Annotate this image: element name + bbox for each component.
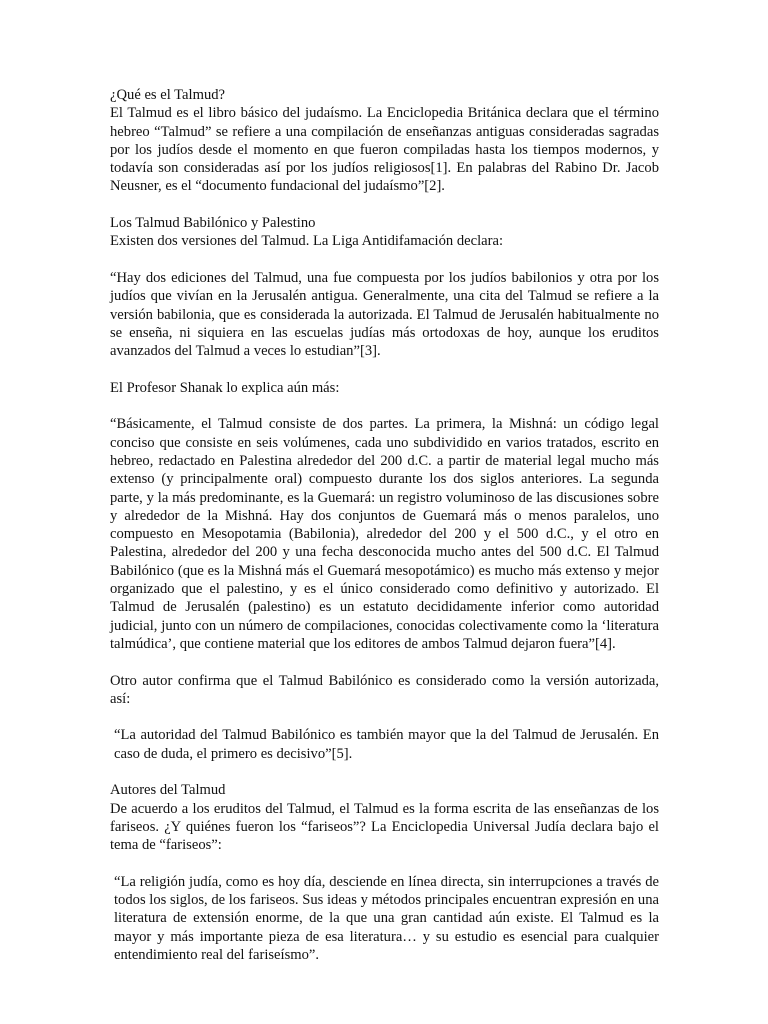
quote-adl: “Hay dos ediciones del Talmud, una fue compuesta por los judíos babilonios y otra por los judíos que vivían en la Jerusalén antigua. Generalmente, una cita del Talmud se refiere a la versión babilonia, que es considerada la autorizada. El Talmud de Jerusalén habitualmente no se enseña, ni siquiera en las escuelas judías más ortodoxas de hoy, aunque los eruditos avanzados del Talmud a veces lo estudian”[3]. bbox=[110, 269, 659, 360]
section-heading: ¿Qué es el Talmud? bbox=[110, 87, 226, 103]
quote-autoridad: “La autoridad del Talmud Babilónico es también mayor que la del Talmud de Jerusalén. En caso de duda, el primero es decisivo”[5]. bbox=[114, 727, 659, 762]
section-heading: Los Talmud Babilónico y Palestino bbox=[110, 215, 316, 232]
section-babilonico-palestino bbox=[110, 214, 659, 251]
section-body: De acuerdo a los eruditos del Talmud, el Talmud es la forma escrita de las enseñanzas de los fariseos. ¿Y quiénes fueron los “fariseos”? La Enciclopedia Universal Judía declara bajo el tema de “fariseos”: bbox=[110, 800, 659, 854]
section-body: Existen dos versiones del Talmud. La Liga Antidifamación declara: bbox=[110, 233, 504, 250]
section-body: El Talmud es el libro básico del judaísmo. La Enciclopedia Británica declara que el término hebreo “Talmud” se refiere a una compilación de enseñanzas antiguas consideradas sagradas por los judíos desde el momento en que fueron compiladas hasta los tiempos modernos, y todavía son consideradas así por los judíos religiosos[1]. En palabras del Rabino Dr. Jacob Neusner, es el “documento fundacional del judaísmo”[2]. bbox=[110, 105, 659, 195]
shanak-intro: El Profesor Shanak lo explica aún más: bbox=[110, 379, 340, 396]
section-que-es-talmud bbox=[110, 86, 659, 196]
section-autores bbox=[110, 781, 659, 854]
quote-fariseos: “La religión judía, como es hoy día, desciende en línea directa, sin interrupciones a través de todos los siglos, de los fariseos. Sus ideas y métodos principales encuentran expresión en una literatura de extensión enorme, de la que una gran cantidad aún existe. El Talmud es la mayor y más importante pieza de esa literatura… y su estudio es esencial para cualquier entendimiento real del fariseísmo”. bbox=[114, 873, 659, 963]
section-heading: Autores del Talmud bbox=[110, 782, 226, 799]
otro-autor-paragraph: Otro autor confirma que el Talmud Babilónico es considerado como la versión autorizada, así: bbox=[110, 672, 659, 707]
document-page bbox=[110, 86, 659, 983]
quote-shanak: “Básicamente, el Talmud consiste de dos partes. La primera, la Mishná: un código legal conciso que consiste en seis volúmenes, cada uno subdividido en varios tratados, escrito en hebreo, redactado en Palestina alrededor del 200 d.C. a partir de material legal mucho más extenso (y principalmente oral) compuesto durante los dos siglos anteriores. La segunda parte, y la más predominante, es la Guemará: un registro voluminoso de las discusiones sobre y alrededor de la Mishná. Hay dos conjuntos de Guemará más o menos paralelos, uno compuesto en Mesopotamia (Babilonia), alrededor del 200 y el 500 d.C., y el otro en Palestina, alrededor del 200 y una fecha desconocida mucho antes del 500 d.C. El Talmud Babilónico (que es la Mishná más el Guemará mesopotámico) es mucho más extenso y mejor organizado que el palestino, y es el único considerado como definitivo y autorizado. El Talmud de Jerusalén (palestino) es un estatuto decididamente inferior como autoridad judicial, junto con un número de compilaciones, conocidas colectivamente como la ‘literatura talmúdica’, que contiene material que los editores de ambos Talmud dejaron fuera”[4]. bbox=[110, 416, 659, 652]
